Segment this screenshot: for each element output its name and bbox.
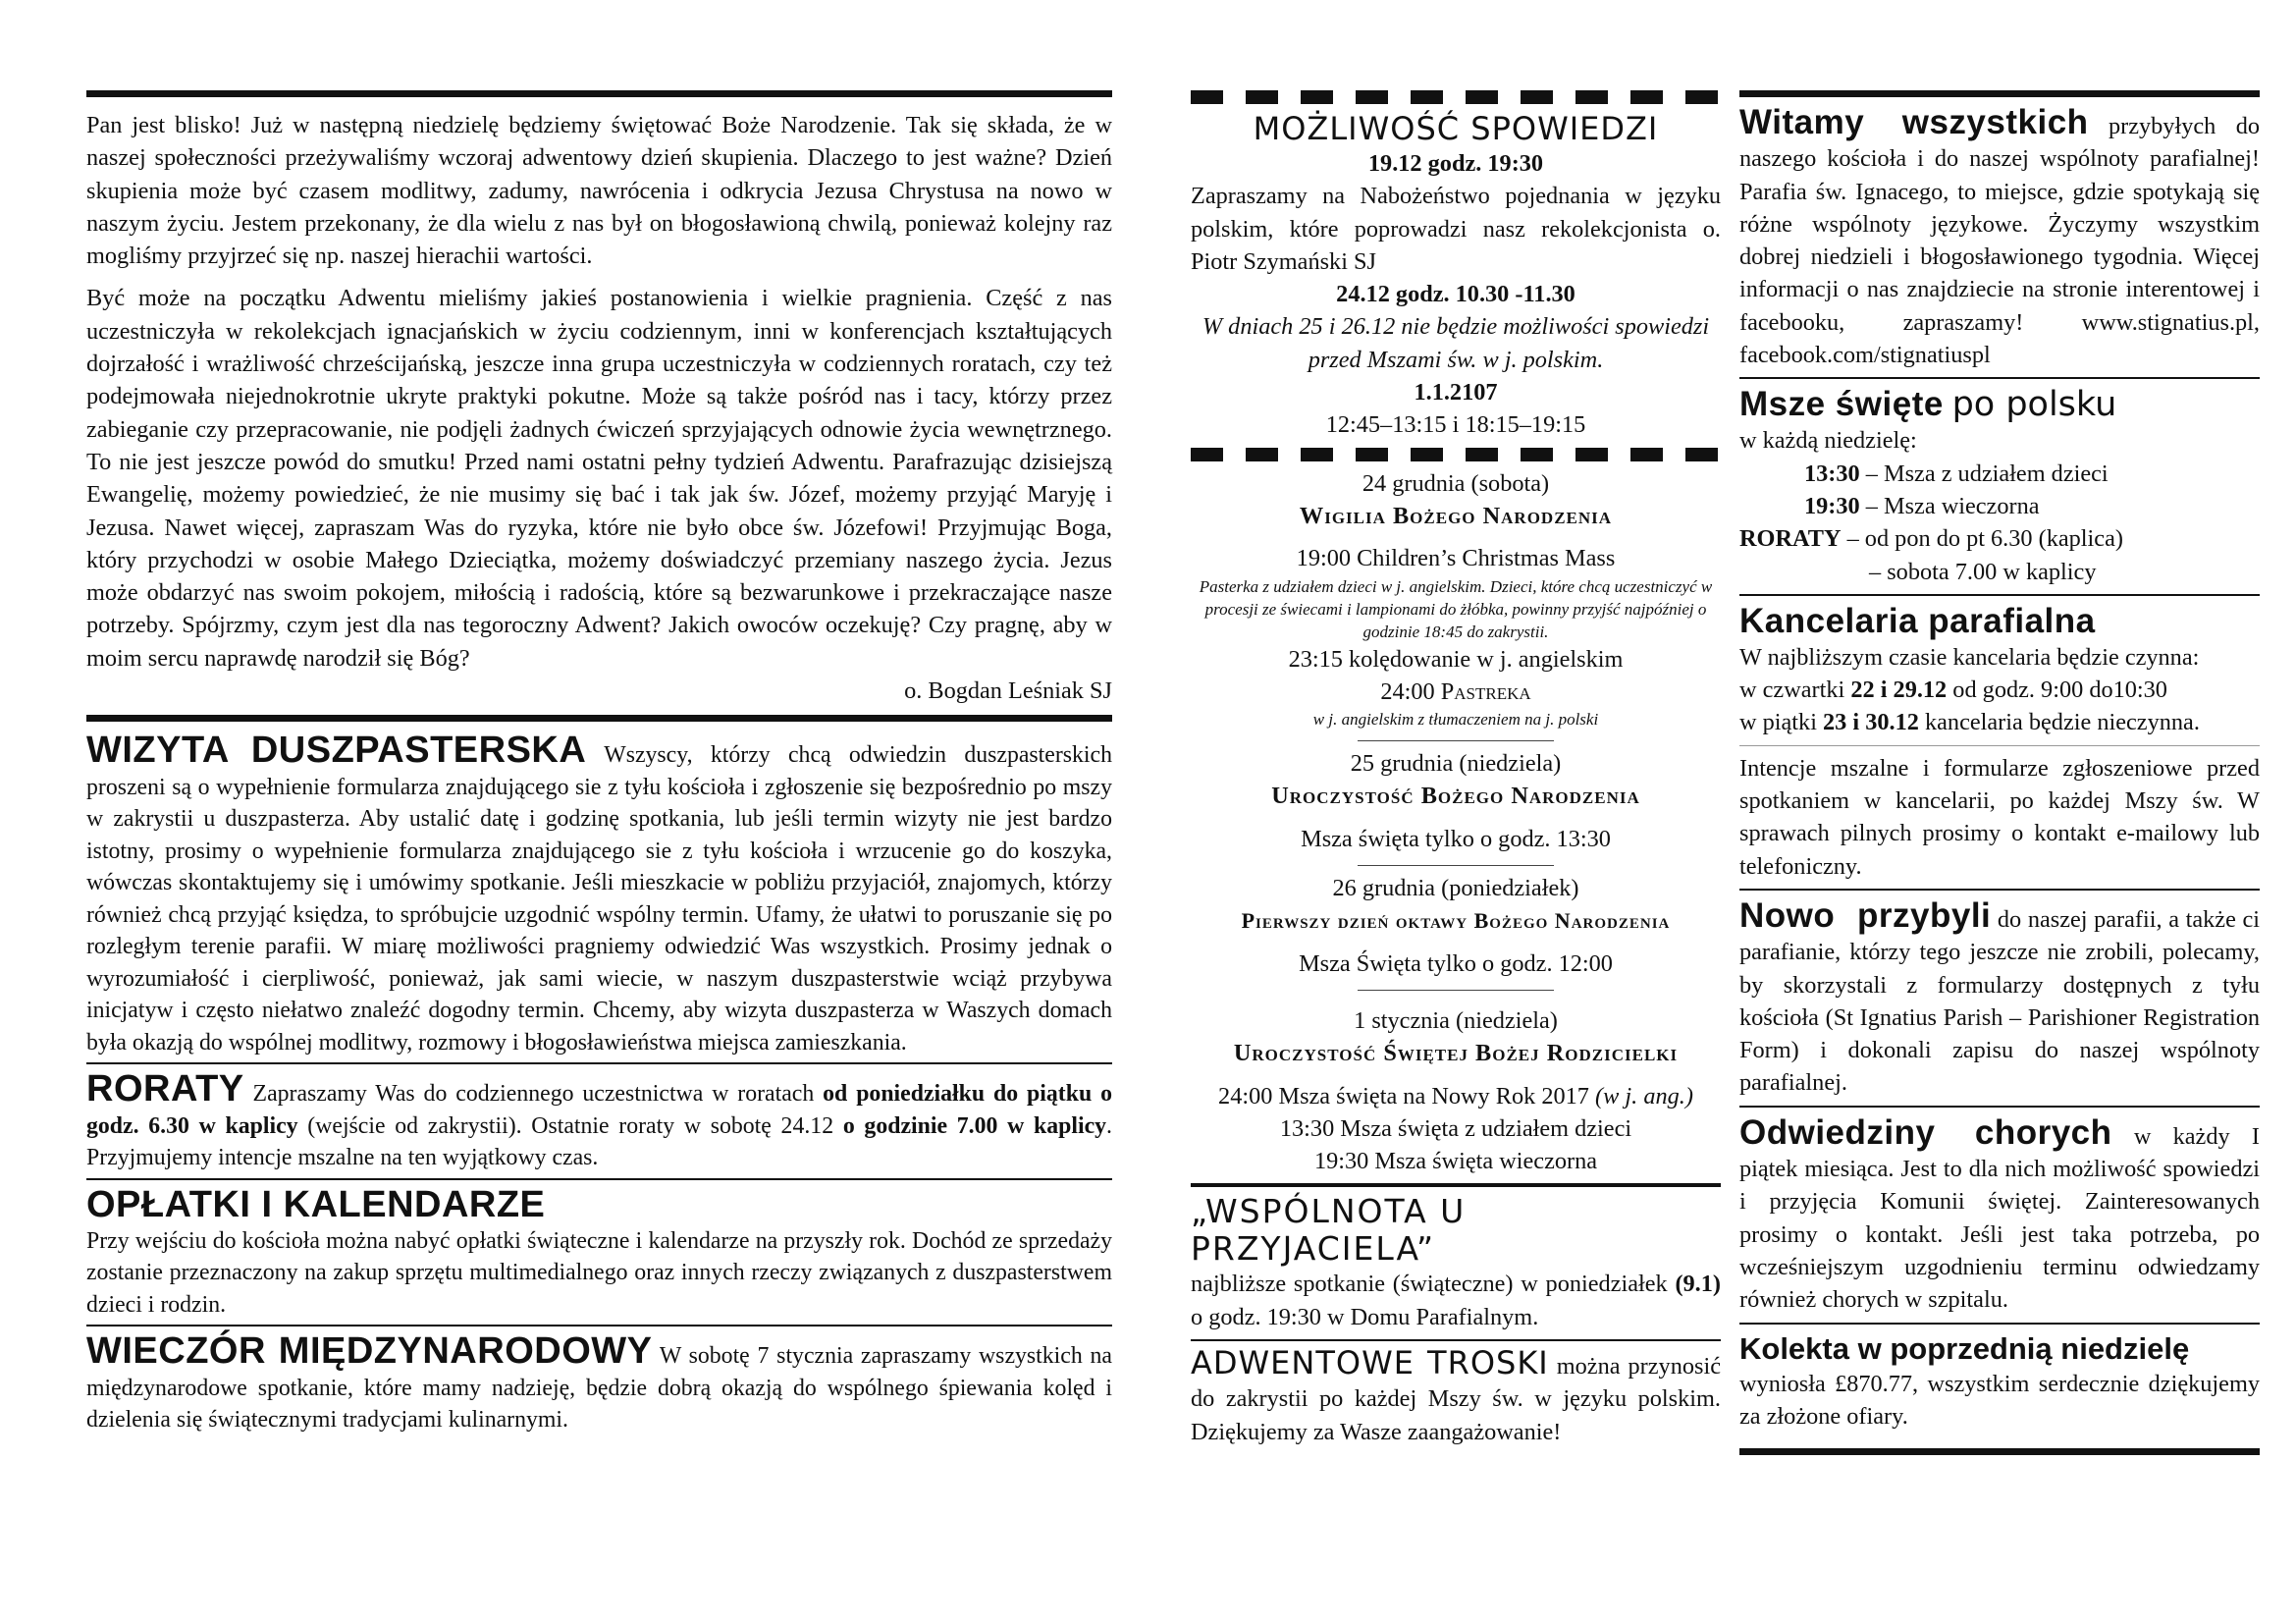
wspolnota-text: najbliższe spotkanie (świąteczne) w poniedziałek (9.1) o godz. 19:30 w Domu Parafialnym. <box>1191 1271 1721 1330</box>
day-26-date: 26 grudnia (poniedziałek) <box>1332 875 1579 902</box>
author-signature: o. Bogdan Leśniak SJ <box>904 677 1112 705</box>
kancelaria-line-3: w piątki 23 i 30.12 kancelaria będzie nieczynna. <box>1739 709 2200 736</box>
day-25-mass: Msza święta tylko o godz. 13:30 <box>1301 825 1611 852</box>
right-column <box>1739 90 2260 1455</box>
odwiedziny-text: w każdy I piątek miesiąca. Jest to dla nich możliwość spowiedzi i przyjęcia Komunii świętej. Zainteresowanych prosimy o kontakt. Jeśli jest taka potrzeba, po wcześniejszym uzgodnieniu terminu odwiedzamy również chorych w szpitalu. <box>1739 1122 2260 1314</box>
msze-line-4: RORATY – od pon do pt 6.30 (kaplica) <box>1739 525 2123 553</box>
msze-line-2: 13:30 – Msza z udziałem dzieci <box>1804 460 2109 487</box>
dashed-rule <box>1191 448 1721 461</box>
day-24-date: 24 grudnia (sobota) <box>1362 469 1550 497</box>
day-24-mass: 19:00 Children’s Christmas Mass <box>1296 545 1616 572</box>
oplatki-title: OPŁATKI I KALENDARZE <box>86 1183 546 1225</box>
odwiedziny-section <box>1739 1113 2260 1317</box>
odwiedziny-title: Odwiedziny chorych <box>1739 1112 2112 1152</box>
roraty-title: RORATY <box>86 1068 244 1110</box>
kancelaria-line-2: w czwartki 22 i 29.12 od godz. 9:00 do10:30 <box>1739 677 2167 704</box>
day-1-mass-2: 13:30 Msza święta z udziałem dzieci <box>1279 1114 1632 1142</box>
left-column <box>86 90 1112 1436</box>
kolekta-title: Kolekta w poprzednią niedzielę <box>1739 1330 2190 1366</box>
adwentowe-title: ADWENTOWE TROSKI <box>1191 1344 1549 1382</box>
roraty-section <box>86 1068 1112 1174</box>
spowiedz-text-1: Zapraszamy na Nabożeństwo pojednania w języku polskim, które poprowadzi nasz rekolekcjonista o. Piotr Szymański SJ <box>1191 183 1721 275</box>
wizyta-section <box>86 730 1112 1058</box>
spowiedz-date-1: 19.12 godz. 19:30 <box>1367 150 1544 177</box>
witamy-text: przybyłych do naszego kościoła i do naszej wspólnoty parafialnej! Parafia św. Ignacego, to miejsce, gdzie spotykają się różne wspólnoty językowe. Życzymy wszystkim dobrej niedzieli i błogosławionego tygodnia. Więcej informacji o nas znajdziecie na stronie interentowej i facebooku, zapraszamy! www.stignatius.pl, facebook.com/stignatiuspl <box>1739 113 2261 369</box>
nowo-section <box>1739 896 2260 1100</box>
day-1-date: 1 stycznia (niedziela) <box>1354 1006 1558 1034</box>
msze-title: Msze święte po polsku <box>1739 385 2117 425</box>
roraty-text: (wejście od zakrystii). Ostatnie roraty w sobotę 24.12 <box>307 1112 834 1139</box>
spowiedz-date-2: 24.12 godz. 10.30 -11.30 <box>1336 281 1575 308</box>
spowiedz-note: W dniach 25 i 26.12 nie będzie możliwości spowiedzi przed Mszami św. w j. polskim. <box>1201 313 1710 373</box>
day-24-note: Pasterka z udziałem dzieci w j. angielskim. Dzieci, które chcą uczestniczyć w procesji ze świecami i lampionami do żłóbka, powinny przyjść najpóźniej o godzinie 18:45 do zakrystii. <box>1199 576 1713 641</box>
witamy-title: Witamy wszystkich <box>1739 103 2089 141</box>
day-26-name: Pierwszy dzień oktawy Bożego Narodzenia <box>1241 908 1671 934</box>
intro-paragraph-2: Być może na początku Adwentu mieliśmy jakieś postanowienia i wielkie pragnienia. Część z nas uczestniczyła w rekolekcjach ignacjańskich w życiu codziennym, inni w konferencjach kształtujących dojrzałość i wrażliwość chrześcijańską, jeszcze inna grupa uczestniczyła w codziennych roratach, czy też podejmowała niejednokrotnie ukryte praktyki pokutne. Może są także pośród nas i tacy, którzy przez zabieganie czy przepracowanie, nie podjęli żadnych ćwiczeń sprzyjających odnowie życia wewnętrznego. To nie jest jeszcze powód do smutku! Przed nami ostatni pełny tydzień Adwentu. Parafrazując dzisiejszą Ewangelię, możemy powiedzieć, że nie musimy się bać i tak jak św. Józef, możemy przyjąć Maryję i Jezusa. Nawet więcej, zapraszam Was do ryzyka, które nie było obce św. Józefowi! Przyjmując Boga, który przychodzi w osobie Małego Dzieciątka, możemy doświadczyć przemiany naszego życia. Jezus może obdarzyć nas swoim pokojem, miłością i radością, które są bezwarunkowe i przekraczające nasze potrzeby. Spójrzmy, czym jest dla nas tegoroczny Adwent? Jakich owoców oczekuję? Czy pragnę, aby w moim sercu naprawdę narodził się Bóg? <box>86 285 1112 672</box>
wizyta-text: Wszyscy, którzy chcą odwiedzin duszpasterskich proszeni są o wypełnienie formularza znajdującego sie z tyłu kościoła i zgłoszenie się bezpośrednio po mszy w zakrystii u duszpasterza. Aby ustalić datę i godzinę spotkania, lub jeśli termin wizyty nie jest bardzo istotny, prosimy o wypełnienie formularza znajdującego sie z tyłu kościoła i wrzucenie go do koszyka, wówczas skontaktujemy się i umówimy spotkanie. Jeśli mieszkacie w pobliżu przyjaciół, znajomych, którzy również chcą przyjąć księdza, to spróbujcie uzgodnić wspólny termin. Ufamy, że ułatwi to poruszanie się po rozległym terenie parafii. W miarę możliwości pragniemy odwiedzić Was wszystkich. Prosimy jednak o wyrozumiałość i cierpliwość, ponieważ, jak sami wiecie, w naszym duszpasterstwie wciąż przybywa inicjatyw i często niełatwo znaleźć dogodny termin. Chcemy, aby wizyta duszpasterza w Waszych domach była okazją do wspólnej modlitwy, rozmowy i błogosławieństwa miejsca zamieszkania. <box>86 742 1113 1056</box>
witamy-section <box>1739 103 2260 371</box>
wieczor-title: WIECZÓR MIĘDZYNARODOWY <box>86 1330 653 1373</box>
kancelaria-line-1: W najbliższym czasie kancelaria będzie czynna: <box>1739 643 2200 671</box>
section-rule <box>86 715 1112 722</box>
day-24-koledowanie: 23:15 kolędowanie w j. angielskim <box>1288 645 1624 673</box>
dashed-rule <box>1191 90 1721 104</box>
spowiedz-date-3: 1.1.2107 <box>1414 379 1498 406</box>
roraty-text: . Przyjmujemy intencje mszalne na ten wyjątkowy czas. <box>86 1112 1112 1171</box>
kancelaria-paragraph: Intencje mszalne i formularze zgłoszeniowe przed spotkaniem w kancelarii, po każdej Mszy św. W sprawach pilnych prosimy o kontakt e-mailowy lub telefoniczny. <box>1739 754 2260 880</box>
spowiedz-hours: 12:45–13:15 i 18:15–19:15 <box>1325 411 1586 439</box>
nowo-title: Nowo przybyli <box>1739 895 1992 935</box>
oplatki-text: Przy wejściu do kościoła można nabyć opłatki świąteczne i kalendarze na przyszły rok. Dochód ze sprzedaży zostanie przeznaczony na zakup sprzętu multimedialnego oraz innych rzeczy związanych z duszpasterstwem dzieci i rodzin. <box>86 1227 1112 1318</box>
kolekta-text: wyniosła £870.77, wszystkim serdecznie dziękujemy za złożone ofiary. <box>1739 1370 2260 1430</box>
day-24-pasterka: 24:00 Pastreka <box>1380 677 1531 705</box>
top-rule <box>1739 90 2260 97</box>
roraty-bold-time: o godzinie 7.00 w kaplicy <box>842 1112 1107 1139</box>
wspolnota-title: „WSPÓLNOTA U PRZYJACIELA” <box>1191 1192 1467 1269</box>
wieczor-text: W sobotę 7 stycznia zapraszamy wszystkich na międzynarodowe spotkanie, które mamy nadzieję, będzie dobrą okazją do wspólnego śpiewania kolęd i dzielenia się świątecznymi tradycjami kulinarnymi. <box>86 1343 1112 1434</box>
wizyta-title: WIZYTA DUSZPASTERSKA <box>86 730 587 772</box>
day-24-pasterka-note: w j. angielskim z tłumaczeniem na j. polski <box>1312 710 1599 730</box>
kancelaria-title: Kancelaria parafialna <box>1739 601 2096 640</box>
day-25-name: Uroczystość Bożego Narodzenia <box>1271 783 1640 810</box>
msze-line-5: – sobota 7.00 w kaplicy <box>1869 558 2097 585</box>
intro-paragraph-1: Pan jest blisko! Już w następną niedzielę będziemy świętować Boże Narodzenie. Tak się składa, że w naszej społeczności przeżywaliśmy wczoraj adwentowy dzień skupienia. Dlaczego to jest ważne? Dzień skupienia może być czasem modlitwy, zadumy, nawrócenia i odkrycia Jezusa Chrystusa na nowo w naszym życiu. Jestem przekonany, że dla wielu z nas był on błogosławioną chwilą, ponieważ kolejny raz mogliśmy przyjrzeć się np. naszej hierachii wartości. <box>86 112 1112 270</box>
day-25-date: 25 grudnia (niedziela) <box>1350 750 1562 778</box>
msze-line-3: 19:30 – Msza wieczorna <box>1804 492 2040 519</box>
middle-column <box>1191 90 1721 1448</box>
adwentowe-text: można przynosić do zakrystii po każdej Mszy św. w języku polskim. Dziękujemy za Wasze zaangażowanie! <box>1191 1353 1721 1445</box>
day-26-mass: Msza Święta tylko o godz. 12:00 <box>1299 949 1613 977</box>
top-rule <box>86 90 1112 97</box>
day-1-mass-1: 24:00 Msza święta na Nowy Rok 2017 (w j. ang.) <box>1218 1082 1693 1110</box>
day-1-mass-3: 19:30 Msza święta wieczorna <box>1313 1148 1598 1175</box>
spowiedz-title: MOŻLIWOŚĆ SPOWIEDZI <box>1253 110 1659 147</box>
bottom-rule <box>1739 1448 2260 1455</box>
msze-line-1: w każdą niedzielę: <box>1739 427 1917 455</box>
day-24-name: Wigilia Bożego Narodzenia <box>1299 502 1613 529</box>
wieczor-section <box>86 1330 1112 1436</box>
nowo-text: do naszej parafii, a także ci parafianie, którzy tego jeszcze nie zrobili, polecamy, by skorzystali z formularzy dostępnych z tyłu kościoła (St Ignatius Parish – Parishioner Registration Form) i dokonali zapisu do naszej wspólnoty parafialnej. <box>1739 905 2261 1097</box>
roraty-bold-time: od poniedziałku do piątku o godz. 6.30 w kaplicy <box>86 1081 1112 1139</box>
adwentowe-section <box>1191 1344 1721 1448</box>
roraty-text: Zapraszamy Was do codziennego uczestnictwa w roratach <box>252 1081 815 1108</box>
day-1-name: Uroczystość Świętej Bożej Rodzicielki <box>1233 1040 1679 1067</box>
